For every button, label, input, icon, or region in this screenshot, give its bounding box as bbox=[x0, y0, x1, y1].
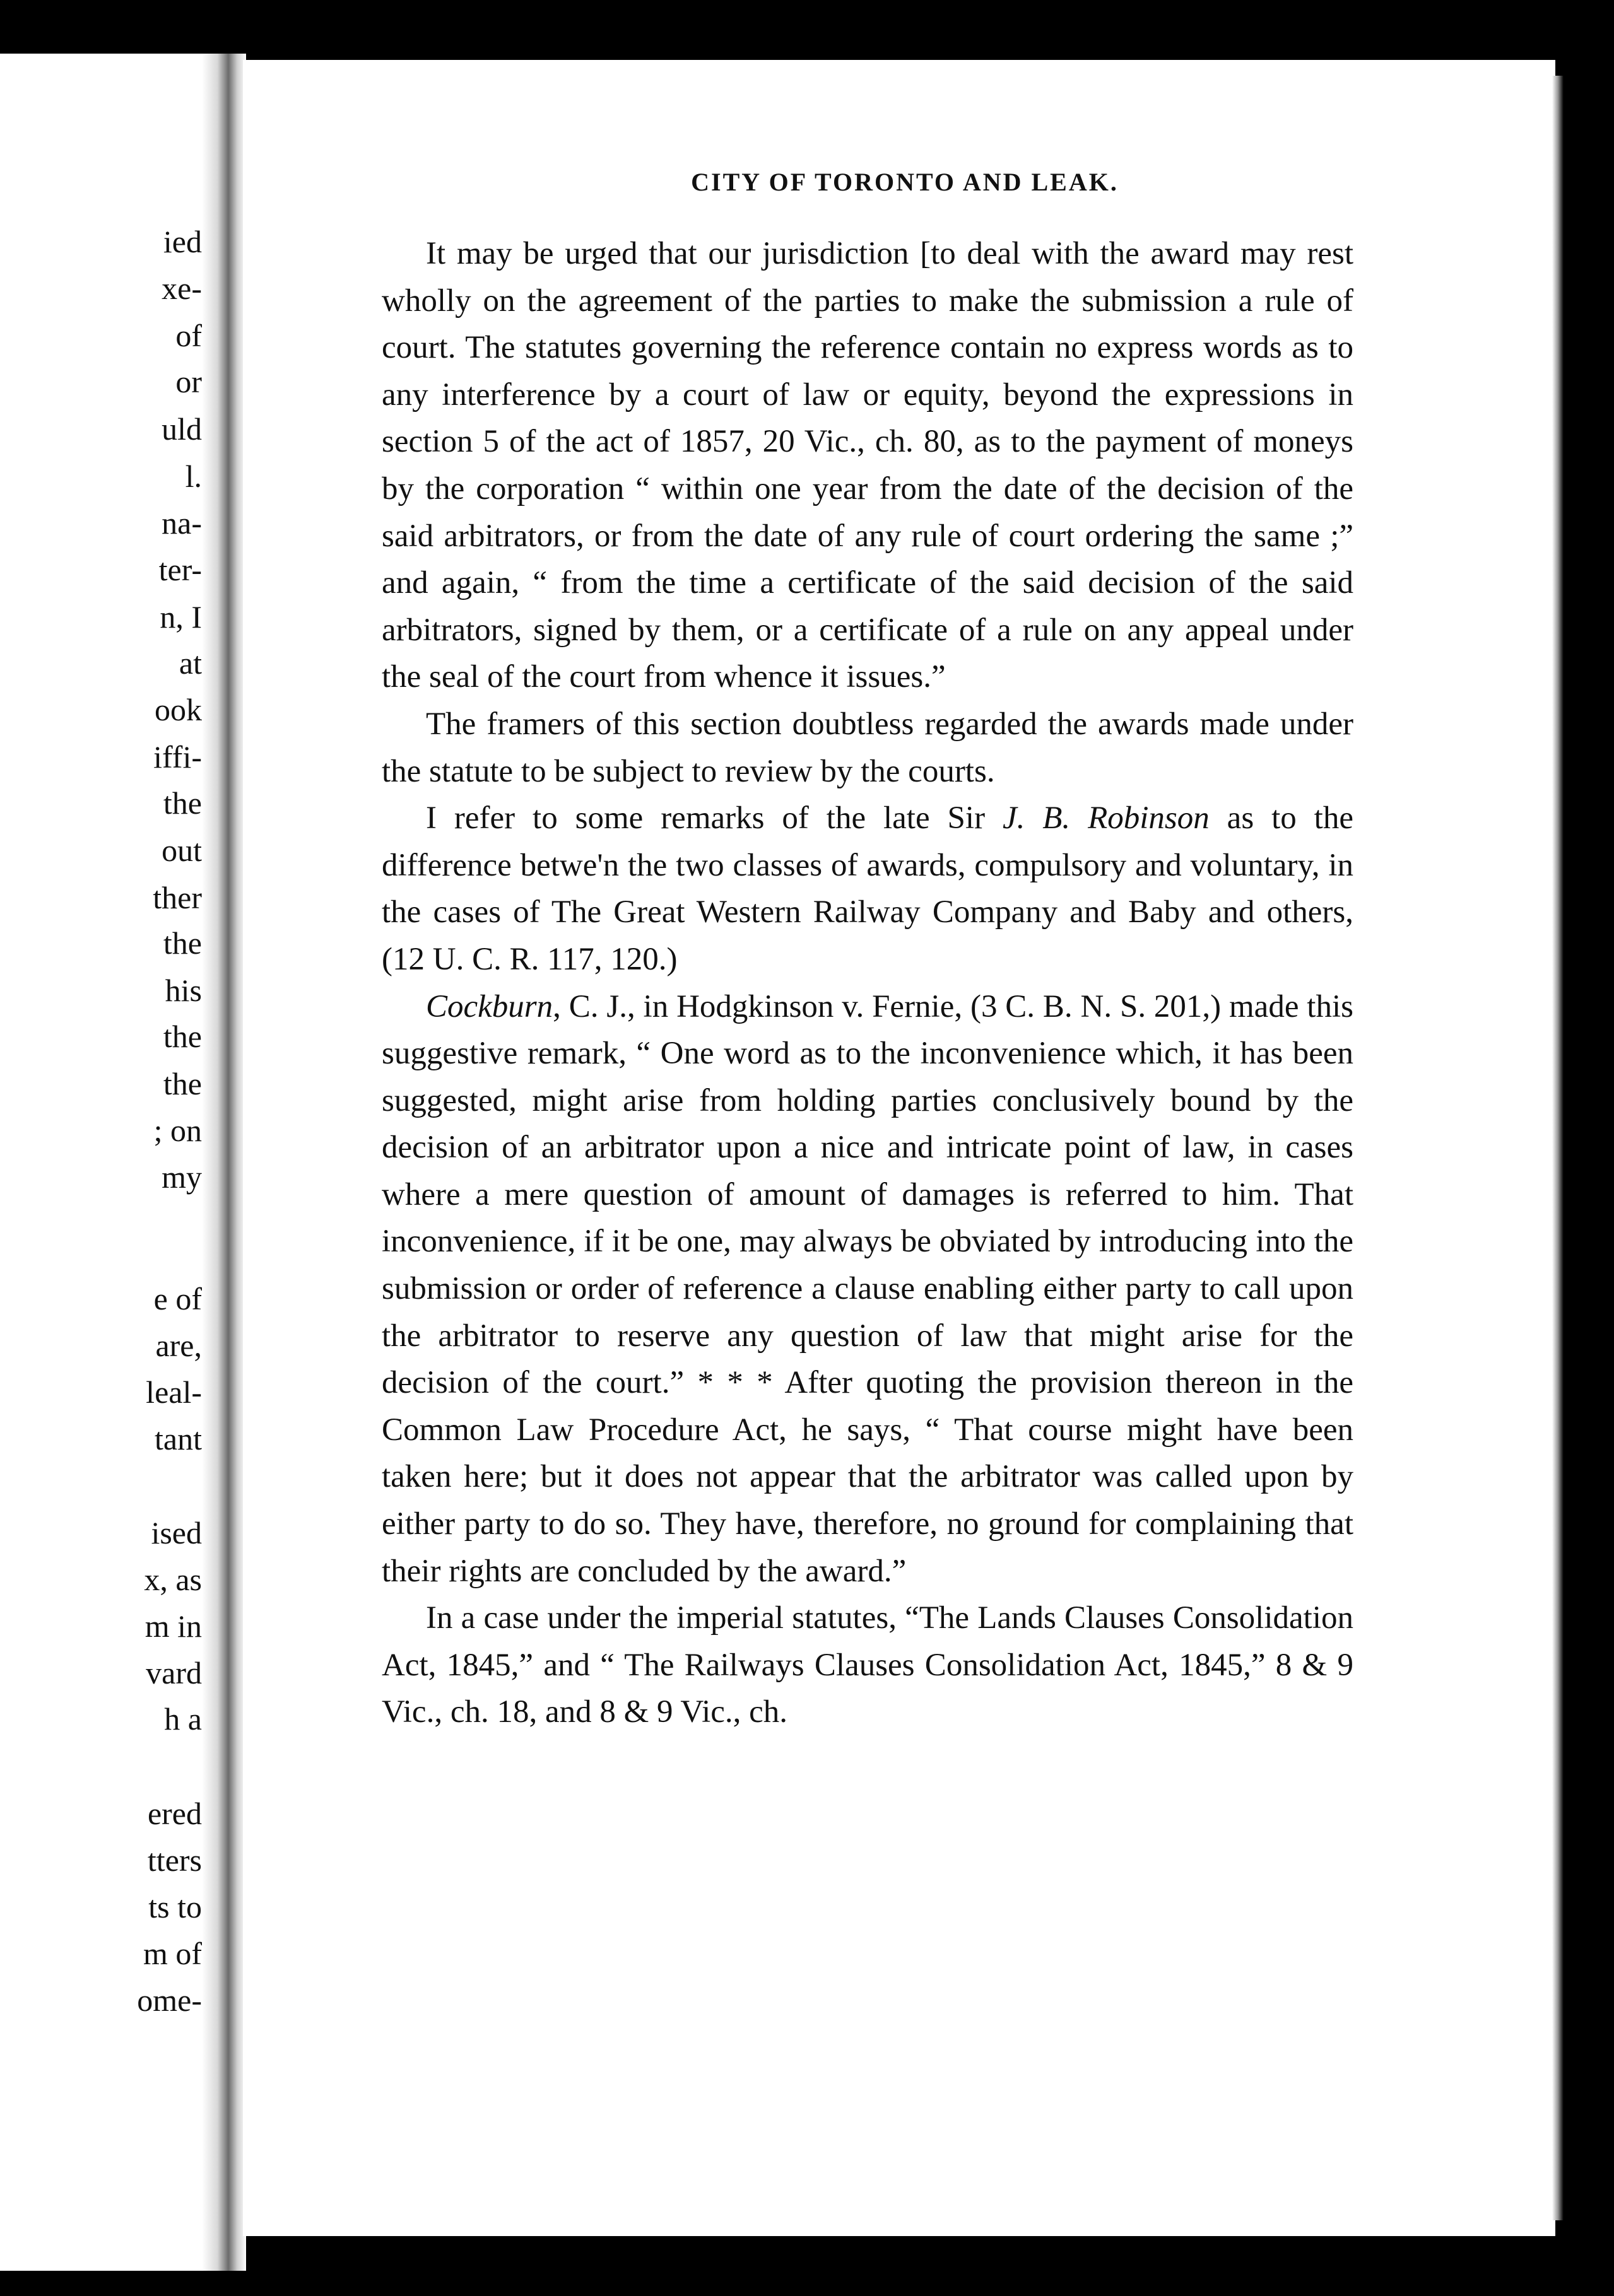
paragraph-2: The framers of this section doubtless regarded the awards made under the statute to be subject to review by the courts. bbox=[382, 706, 1353, 789]
paragraph-3-after: as to the difference betwe'n the two classes of awards, compulsory and voluntary, in the cases of The Great Western Railway Company and Baby and others, (12 U. C. R. 117, 120.) bbox=[382, 800, 1353, 977]
left-page-fragment: the bbox=[163, 1066, 202, 1101]
left-page-fragment: l. bbox=[185, 459, 202, 494]
book-gutter bbox=[202, 54, 246, 2271]
left-page-fragment: ised bbox=[151, 1515, 202, 1550]
left-page-fragment: ter- bbox=[158, 552, 202, 587]
left-page-fragment: iffi- bbox=[153, 739, 202, 775]
left-page-fragment: x, as bbox=[144, 1562, 202, 1597]
left-page-fragment: his bbox=[165, 973, 202, 1008]
left-page-fragment: ther bbox=[153, 880, 202, 915]
left-page-fragment: my bbox=[162, 1159, 202, 1195]
paragraph-5: In a case under the imperial statutes, “The Lands Clauses Consolidation Act, 1845,” and “ The Railways Clauses Consolidation Act, 1845,” 8 & 9 Vic., ch. 18, and 8 & 9 Vic., ch. bbox=[382, 1600, 1353, 1730]
paragraph-4 bbox=[382, 983, 1353, 1595]
left-page-fragment: of bbox=[175, 318, 202, 353]
left-page-fragment: m of bbox=[143, 1936, 202, 1971]
paragraph-4-italic-lead: Cockburn bbox=[426, 988, 553, 1024]
left-page-fragment: or bbox=[175, 364, 202, 399]
left-page-fragment: leal- bbox=[146, 1374, 202, 1410]
paragraph-3 bbox=[382, 795, 1353, 983]
left-page-fragment: ered bbox=[147, 1796, 202, 1831]
left-page-fragment: at bbox=[179, 645, 202, 681]
page-edge-shadow bbox=[1552, 76, 1564, 2220]
left-page-fragment: uld bbox=[162, 411, 202, 447]
left-page-fragment: ook bbox=[155, 692, 202, 727]
left-page-fragment: ome- bbox=[137, 1983, 202, 2018]
left-page-fragment: vard bbox=[146, 1655, 202, 1690]
left-page-fragment: out bbox=[162, 833, 202, 868]
paragraph-3-before: I refer to some remarks of the late Sir bbox=[426, 800, 1003, 836]
left-page-fragment: n, I bbox=[160, 599, 202, 635]
left-page-fragment: na- bbox=[162, 505, 202, 541]
left-page-fragment: the bbox=[163, 925, 202, 961]
paragraph-4-after: , C. J., in Hodgkinson v. Fernie, (3 C. B. N. S. 201,) made this suggestive remark, “ One word as to the inconvenience which, it has been suggested, might arise from holding parties conclusively bound by the decision of an arbitrator upon a nice and intricate point of law, in cases where a mere question of amount of damages is referred to him. That inconvenience, if it be one, may always be obviated by introducing into the submission or order of reference a clause enabling either party to call upon the arbitrator to reserve any question of law that might arise for the decision of the court.” * * * After quoting the provision thereon in the Common Law Procedure Act, he says, “ That course might have been taken here; but it does not appear that the arbitrator was called upon by either party to do so. They have, therefore, no ground for complaining that their rights are concluded by the award.” bbox=[382, 988, 1353, 1589]
left-page-fragment: the bbox=[163, 785, 202, 821]
left-page-fragment: h a bbox=[164, 1701, 202, 1737]
running-header: CITY OF TORONTO AND LEAK. bbox=[691, 168, 1119, 196]
left-page-fragment: e of bbox=[153, 1281, 202, 1316]
left-page-fragment: ied bbox=[163, 224, 202, 259]
paragraph-1: It may be urged that our jurisdiction [to deal with the award may rest wholly on the agreement of the parties to make the submission a rule of court. The statutes governing the reference contain no express words as to any interference by a court of law or equity, beyond the expressions in section 5 of the act of 1857, 20 Vic., ch. 80, as to the payment of moneys by the corporation “ within one year from the date of the decision of the said arbitrators, or from the date of any rule of court ordering the same ;” and again, “ from the time a certificate of the said decision of the said arbitrators, signed by them, or a certificate of a rule on any appeal under the seal of the court from whence it issues.” bbox=[382, 236, 1353, 695]
left-page-fragment: ts to bbox=[148, 1889, 202, 1924]
left-page-fragment: ; on bbox=[153, 1113, 202, 1148]
left-page-fragment: m in bbox=[144, 1608, 202, 1644]
paragraph-3-italic: J. B. Robinson bbox=[1002, 800, 1210, 836]
left-page-fragment: are, bbox=[155, 1328, 202, 1363]
body-text bbox=[382, 230, 1353, 1736]
left-page-fragment: tant bbox=[155, 1421, 202, 1456]
left-page-fragment: tters bbox=[147, 1842, 202, 1878]
left-page-fragment: the bbox=[163, 1019, 202, 1054]
left-page-fragment: xe- bbox=[162, 271, 202, 306]
